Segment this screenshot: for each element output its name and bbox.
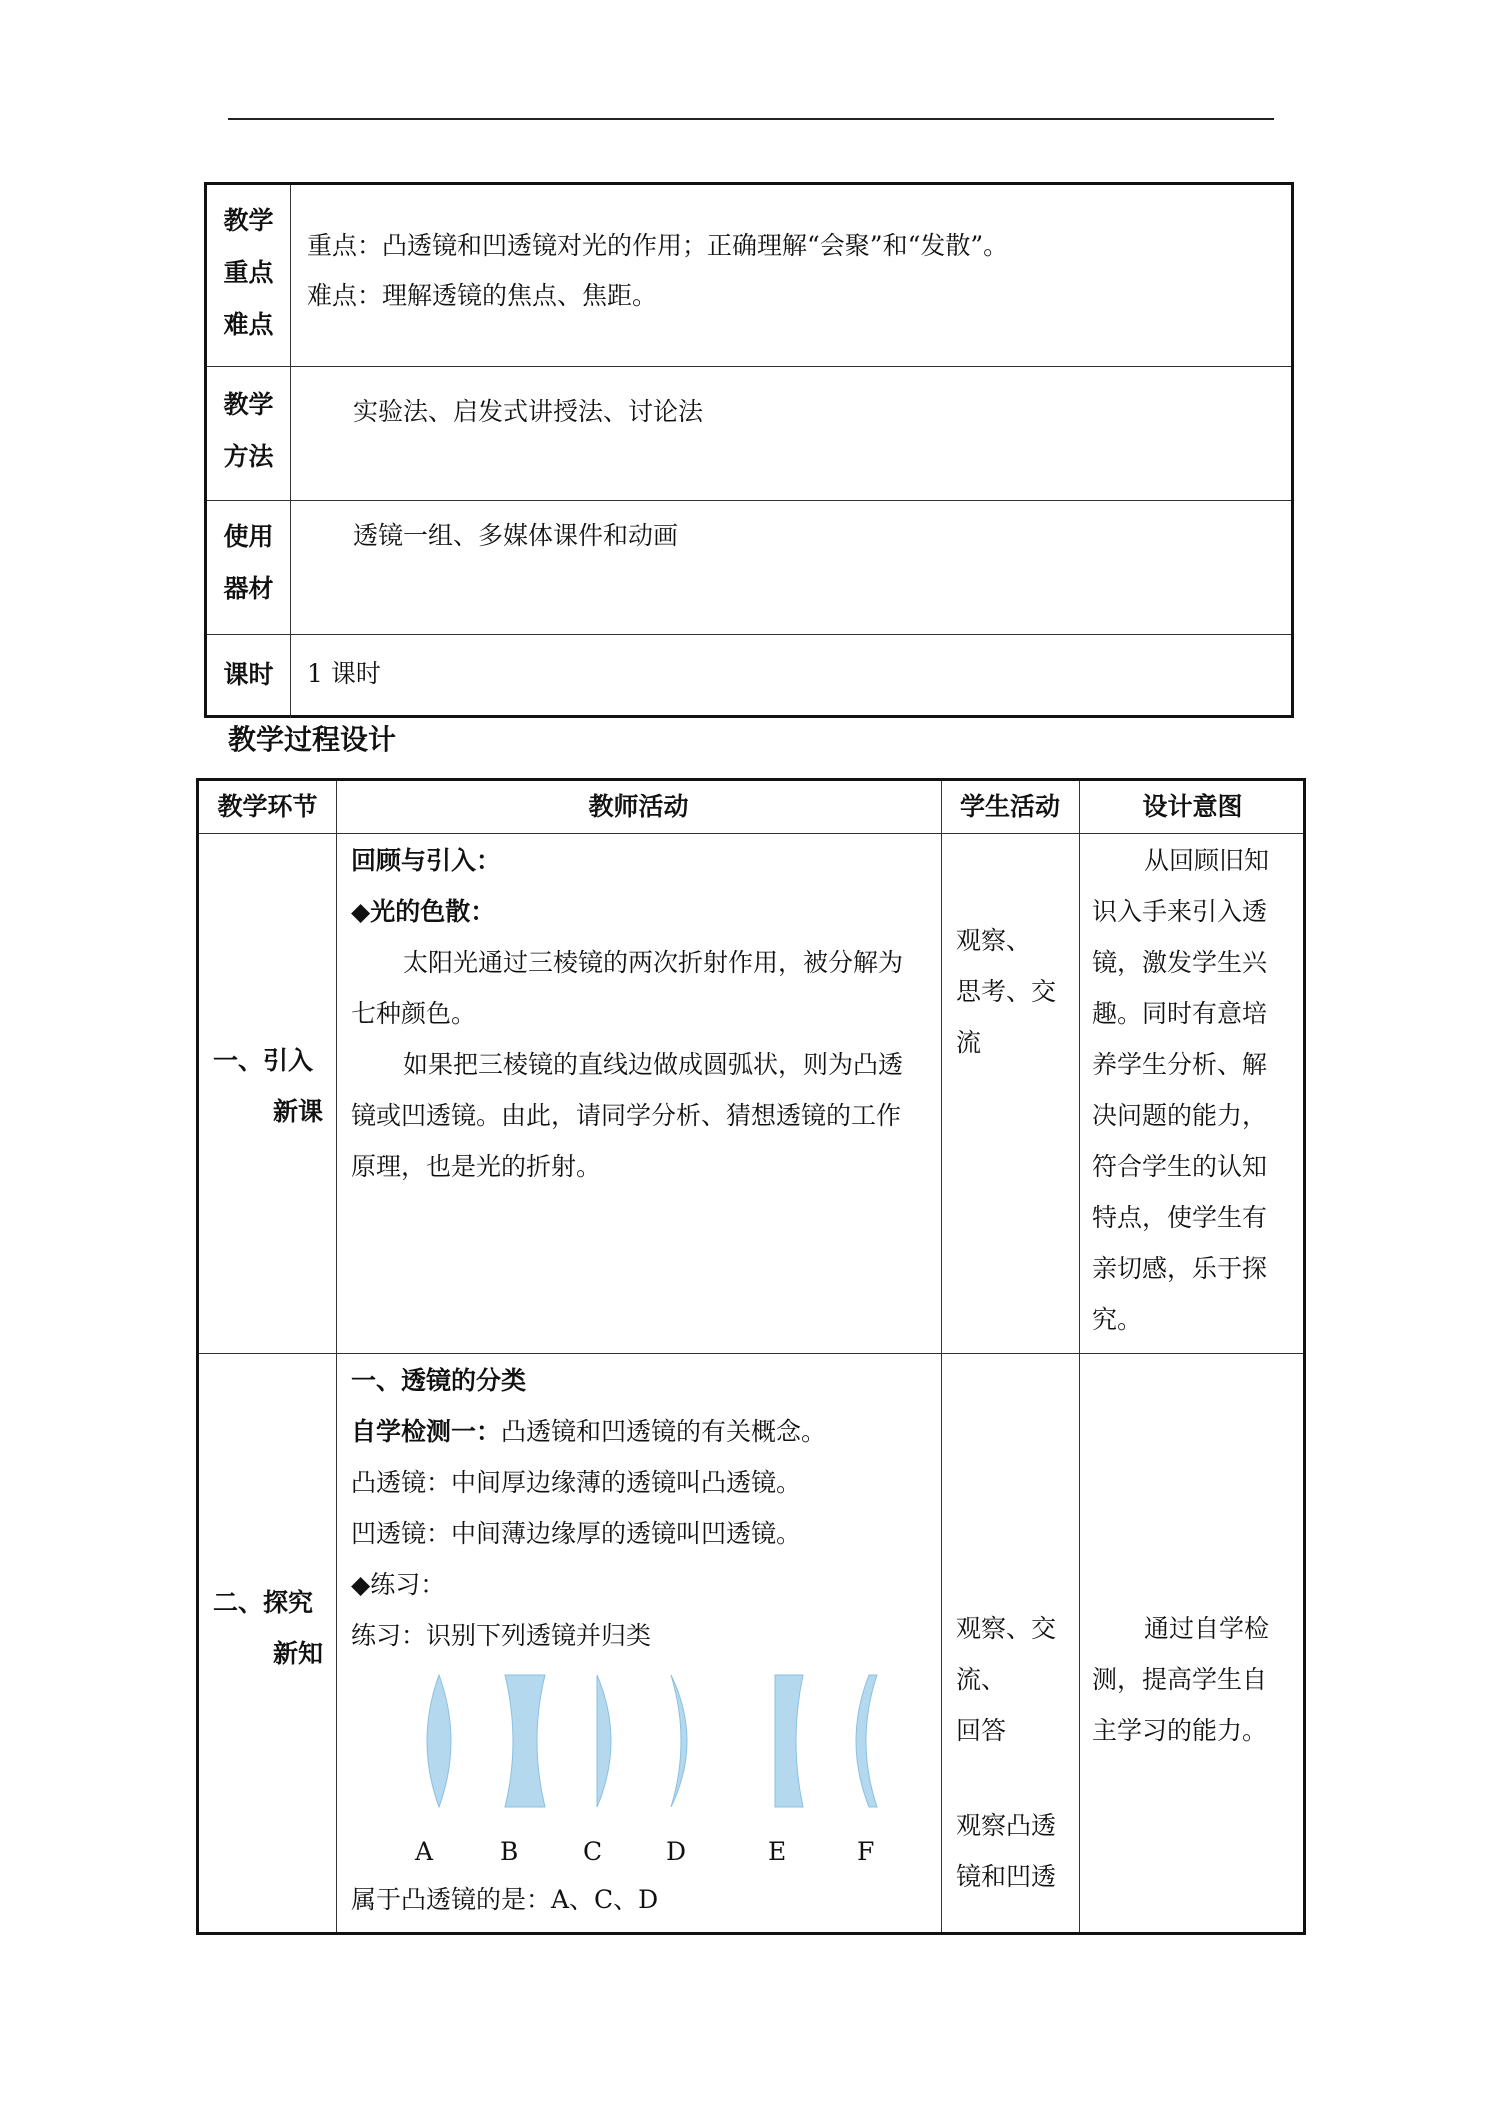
- header-rule: [228, 118, 1274, 120]
- row-divider: [199, 833, 1303, 834]
- info-row-hours: [207, 635, 1291, 718]
- column-divider: [1079, 781, 1080, 1932]
- stage-line: 一、引入: [213, 1046, 314, 1075]
- text-line: 观察、交: [956, 1614, 1057, 1643]
- lens-label-row: [351, 1837, 931, 1869]
- text-line: 流、: [956, 1665, 1007, 1694]
- lens-a-biconvex: [427, 1675, 451, 1807]
- column-divider: [336, 781, 337, 1932]
- lens-figure: [351, 1671, 931, 1811]
- header-intent: 设计意图: [1142, 792, 1243, 821]
- text-line: 养学生分析、解: [1092, 1050, 1268, 1079]
- text-line: 特点，使学生有: [1092, 1203, 1268, 1232]
- info-label: [207, 367, 291, 500]
- column-divider: [941, 781, 942, 1932]
- info-value: [353, 511, 678, 561]
- text-line: 符合学生的认知: [1092, 1152, 1268, 1181]
- exercise-marker: ◆练习：: [351, 1570, 446, 1599]
- text-line: 流: [956, 1028, 982, 1057]
- info-value: [307, 221, 1008, 321]
- stage-line: 新知: [272, 1639, 323, 1668]
- value-line: 透镜一组、多媒体课件和动画: [353, 521, 679, 550]
- label-line: 重点: [223, 258, 274, 287]
- lens-label: F: [857, 1837, 875, 1866]
- lens-label: A: [415, 1837, 434, 1866]
- text-line: 回答: [956, 1716, 1007, 1745]
- lens-d-meniscus-convex: [671, 1675, 687, 1807]
- info-label: [207, 501, 291, 634]
- text-line: 观察、: [956, 926, 1032, 955]
- row-divider: [199, 1353, 1303, 1354]
- value-line: 重点：凸透镜和凹透镜对光的作用；正确理解“会聚”和“发散”。: [307, 231, 1009, 260]
- text-line: 练习：识别下列透镜并归类: [351, 1621, 652, 1650]
- text-line: 从回顾旧知: [1144, 846, 1270, 875]
- text-line: 亲切感，乐于探: [1092, 1254, 1268, 1283]
- info-label: [207, 185, 291, 366]
- process-table: [196, 778, 1306, 1935]
- student-activity-intro: [956, 915, 1076, 1068]
- stage-intro: [213, 1035, 323, 1137]
- value-line: 难点：理解透镜的焦点、焦距。: [307, 281, 658, 310]
- text-line: 测，提高学生自: [1092, 1665, 1268, 1694]
- header-teacher: 教师活动: [588, 792, 689, 821]
- lens-c-planoconvex: [597, 1675, 611, 1807]
- activity-heading: 回顾与引入：: [351, 846, 502, 875]
- design-intent-intro: [1092, 835, 1296, 1345]
- text-line: 如果把三棱镜的直线边做成圆弧状，则为凸透: [403, 1050, 904, 1079]
- convex-answer: 属于凸透镜的是：A、C、D: [351, 1885, 659, 1914]
- text-line: 识入手来引入透: [1092, 897, 1268, 926]
- student-activity-explore: [956, 1603, 1076, 1756]
- header-student: 学生活动: [959, 792, 1060, 821]
- section-title: 教学过程设计: [228, 723, 397, 756]
- design-intent-explore: [1092, 1603, 1296, 1756]
- text-line: 镜和凹透: [956, 1862, 1057, 1891]
- label-line: 方法: [223, 442, 274, 471]
- lens-label: E: [768, 1837, 787, 1866]
- student-activity-explore-2: [956, 1800, 1076, 1902]
- info-table: [204, 182, 1294, 718]
- activity-subheading: ◆光的色散：: [351, 897, 496, 926]
- text-line: 凸透镜：中间厚边缘薄的透镜叫凸透镜。: [351, 1468, 802, 1497]
- label-line: 难点: [223, 310, 274, 339]
- stage-line: 二、探究: [213, 1588, 314, 1617]
- text-line: 思考、交: [956, 977, 1057, 1006]
- info-row-materials: [207, 501, 1291, 635]
- info-row-method: [207, 367, 1291, 501]
- text-line: 决问题的能力，: [1092, 1101, 1268, 1130]
- teacher-activity-explore: [351, 1355, 931, 1661]
- text-line: 观察凸透: [956, 1811, 1057, 1840]
- label-line: 使用: [223, 522, 274, 551]
- value-line: 1 课时: [307, 659, 381, 688]
- text-line: 镜，激发学生兴: [1092, 948, 1268, 977]
- lens-label: C: [583, 1837, 603, 1866]
- text-line: 原理，也是光的折射。: [351, 1152, 602, 1181]
- text-line: 通过自学检: [1144, 1614, 1270, 1643]
- self-test-text: 凸透镜和凹透镜的有关概念。: [501, 1417, 827, 1446]
- value-line: 实验法、启发式讲授法、讨论法: [353, 397, 704, 426]
- label-line: 课时: [223, 660, 274, 689]
- lens-e-planoconcave: [775, 1675, 803, 1807]
- teacher-activity-intro: [351, 835, 931, 1192]
- lens-label: D: [666, 1837, 687, 1866]
- lens-f-meniscus-concave: [856, 1675, 877, 1807]
- activity-heading: 一、透镜的分类: [351, 1366, 527, 1395]
- text-line: 凹透镜：中间薄边缘厚的透镜叫凹透镜。: [351, 1519, 802, 1548]
- header-stage: 教学环节: [217, 792, 318, 821]
- text-line: 太阳光通过三棱镜的两次折射作用，被分解为: [403, 948, 904, 977]
- info-row-key-points: [207, 185, 1291, 367]
- info-value: [307, 649, 381, 699]
- lens-label: B: [500, 1837, 519, 1866]
- stage-line: 新课: [272, 1097, 323, 1126]
- text-line: 主学习的能力。: [1092, 1716, 1268, 1745]
- label-line: 器材: [223, 574, 274, 603]
- label-line: 教学: [223, 390, 274, 419]
- info-label: [207, 635, 291, 718]
- text-line: 镜或凹透镜。由此，请同学分析、猜想透镜的工作: [351, 1101, 902, 1130]
- lens-b-biconcave: [505, 1675, 545, 1807]
- text-line: 究。: [1092, 1305, 1143, 1334]
- text-line: 七种颜色。: [351, 999, 477, 1028]
- label-line: 教学: [223, 206, 274, 235]
- text-line: 趣。同时有意培: [1092, 999, 1268, 1028]
- info-value: [353, 387, 703, 437]
- self-test-label: 自学检测一：: [351, 1417, 502, 1446]
- stage-explore: [213, 1577, 323, 1679]
